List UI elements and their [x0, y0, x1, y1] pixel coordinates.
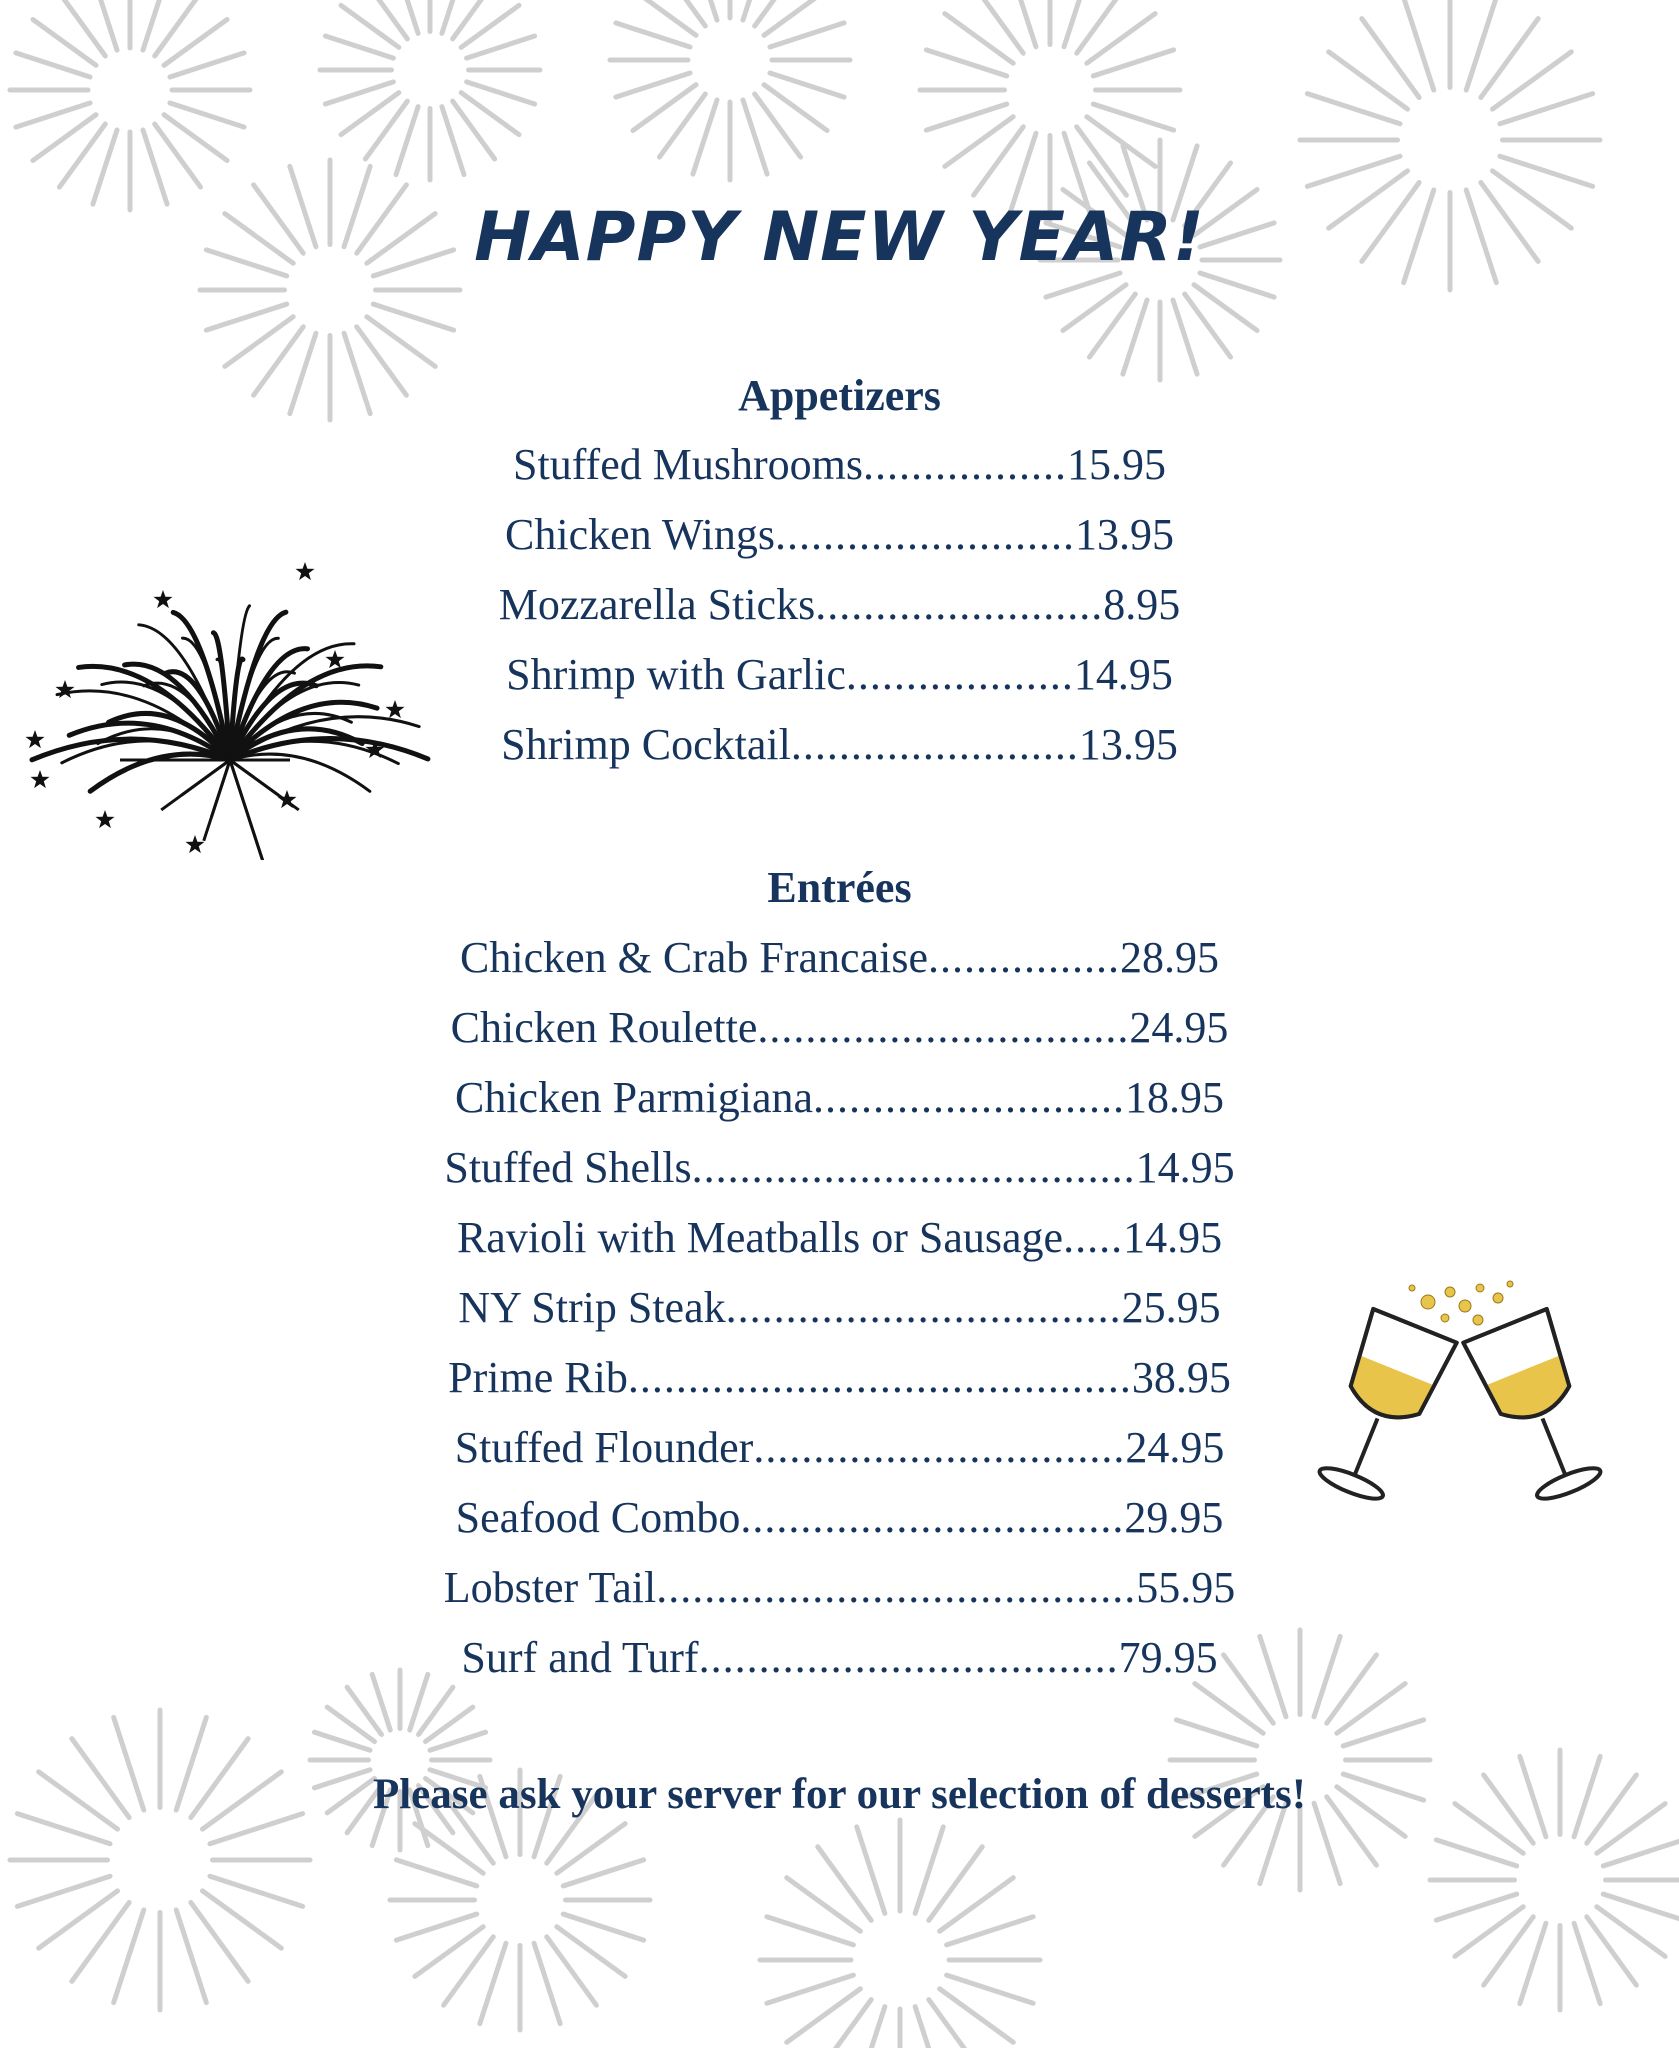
menu-item-price: 29.95: [1124, 1493, 1224, 1542]
menu-item-price: 15.95: [1066, 440, 1166, 489]
menu-item-price: 79.95: [1118, 1633, 1218, 1682]
menu-item-dots: ................: [927, 933, 1120, 982]
menu-item-name: Chicken Parmigiana: [454, 1073, 813, 1122]
menu-item-dots: ..........................: [813, 1073, 1125, 1122]
menu-item-dots: .................................: [725, 1283, 1122, 1332]
dessert-note: Please ask your server for our selection of desserts!: [372, 1771, 1307, 1818]
menu-item-name: Shrimp with Garlic: [506, 650, 846, 699]
menu-item-name: Seafood Combo: [455, 1493, 741, 1542]
menu-item-price: 14.95: [1123, 1213, 1223, 1262]
menu-item-dots: .....................................: [691, 1143, 1136, 1192]
menu-item-dots: ........................................: [656, 1563, 1137, 1612]
menu-item: [0, 1623, 1679, 1693]
menu-item-name: Lobster Tail: [443, 1563, 657, 1612]
menu-item-dots: ........................: [790, 720, 1079, 769]
menu-item-name: Stuffed Shells: [444, 1143, 692, 1192]
menu-item-dots: ...................................: [698, 1633, 1119, 1682]
menu-item-dots: ................................: [740, 1493, 1125, 1542]
champagne-glasses-icon: [1300, 1280, 1620, 1520]
menu-item-name: Chicken Wings: [505, 510, 775, 559]
menu-item-price: 13.95: [1074, 510, 1174, 559]
menu-item-dots: ...................: [845, 650, 1074, 699]
menu-item-price: 13.95: [1078, 720, 1178, 769]
firework-icon: [15, 560, 435, 860]
menu-item-dots: ........................: [815, 580, 1104, 629]
menu-item: [0, 1063, 1679, 1133]
menu-item-name: Chicken Roulette: [450, 1003, 758, 1052]
menu-item: [0, 1553, 1679, 1623]
menu-item-dots: .................: [862, 440, 1067, 489]
appetizers-heading: Appetizers: [738, 371, 941, 420]
menu-item-name: Shrimp Cocktail: [501, 720, 791, 769]
menu-item-price: 28.95: [1119, 933, 1219, 982]
menu-item-dots: ...............................: [757, 1003, 1130, 1052]
menu-item-name: Stuffed Flounder: [454, 1423, 754, 1472]
menu-item-dots: ...............................: [753, 1423, 1126, 1472]
menu-item-price: 24.95: [1129, 1003, 1229, 1052]
menu-item-price: 55.95: [1136, 1563, 1236, 1612]
menu-item-dots: .........................: [774, 510, 1075, 559]
menu-item: [0, 1133, 1679, 1203]
page-title: HAPPY NEW YEAR!: [474, 198, 1205, 277]
menu-item-price: 38.95: [1131, 1353, 1231, 1402]
menu-item-name: Surf and Turf: [461, 1633, 699, 1682]
menu-item-name: Mozzarella Sticks: [498, 580, 816, 629]
menu-item: [0, 993, 1679, 1063]
menu-item-name: Prime Rib: [448, 1353, 628, 1402]
menu-item-price: 14.95: [1135, 1143, 1235, 1192]
menu-item-dots: ..........................................: [627, 1353, 1132, 1402]
menu-item-name: Ravioli with Meatballs or Sausage: [456, 1213, 1064, 1262]
menu-item-dots: .....: [1063, 1213, 1124, 1262]
menu-item-price: 14.95: [1073, 650, 1173, 699]
menu-item: [0, 430, 1679, 500]
menu-item-name: Stuffed Mushrooms: [513, 440, 863, 489]
menu-item-price: 8.95: [1103, 580, 1181, 629]
menu-item-name: NY Strip Steak: [458, 1283, 726, 1332]
menu-item-price: 18.95: [1125, 1073, 1224, 1122]
entrees-heading: Entrées: [767, 863, 912, 912]
menu-item: [0, 1203, 1679, 1273]
menu-item: [0, 923, 1679, 993]
menu-item-price: 25.95: [1121, 1283, 1221, 1332]
menu-item-name: Chicken & Crab Francaise: [460, 933, 928, 982]
menu-item-price: 24.95: [1125, 1423, 1225, 1472]
